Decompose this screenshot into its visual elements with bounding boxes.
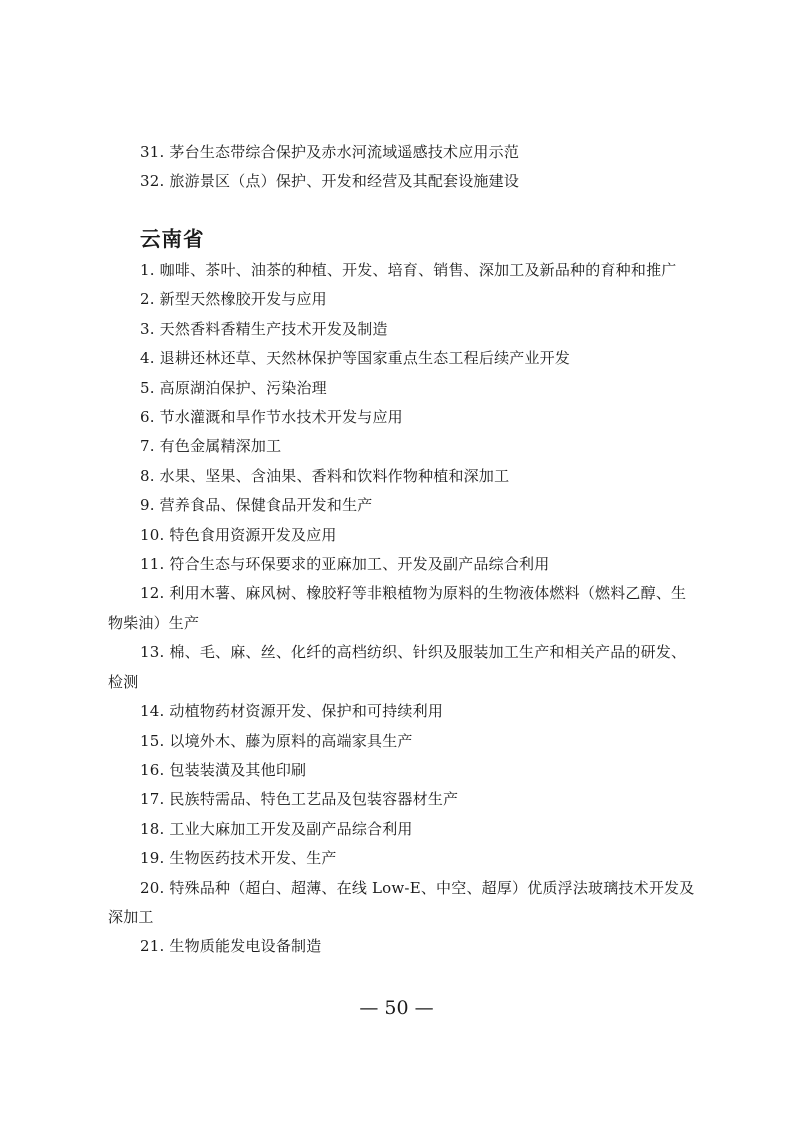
list-item: 2. 新型天然橡胶开发与应用 [140,290,327,309]
list-item: 15. 以境外木、藤为原料的高端家具生产 [140,731,413,750]
list-item: 3. 天然香料香精生产技术开发及制造 [140,319,388,338]
list-item: 1. 咖啡、茶叶、油茶的种植、开发、培育、销售、深加工及新品种的育种和推广 [140,261,677,279]
list-item: 9. 营养食品、保健食品开发和生产 [140,496,373,515]
list-item: 10. 特色食用资源开发及应用 [140,525,337,544]
list-item: 8. 水果、坚果、含油果、香料和饮料作物种植和深加工 [140,466,510,485]
list-item: 7. 有色金属精深加工 [140,437,282,456]
list-item: 19. 生物医药技术开发、生产 [140,849,337,868]
list-item: 21. 生物质能发电设备制造 [140,937,322,956]
list-item: 5. 高原湖泊保护、污染治理 [140,378,327,397]
list-item: 17. 民族特需品、特色工艺品及包装容器材生产 [140,790,459,809]
list-item: 14. 动植物药材资源开发、保护和可持续利用 [140,702,444,721]
list-item: 4. 退耕还林还草、天然林保护等国家重点生态工程后续产业开发 [140,349,571,368]
list-item: 11. 符合生态与环保要求的亚麻加工、开发及副产品综合利用 [140,555,550,574]
list-item: 20. 特殊品种（超白、超薄、在线 Low-E、中空、超厚）优质浮法玻璃技术开发及深加工 [108,878,695,926]
list-item: 13. 棉、毛、麻、丝、化纤的高档纺织、针织及服装加工生产和相关产品的研发、检测 [108,643,687,691]
list-item: 32. 旅游景区（点）保护、开发和经营及其配套设施建设 [140,172,520,191]
list-item: 12. 利用木薯、麻风树、橡胶籽等非粮植物为原料的生物液体燃料（燃料乙醇、生物柴油）生产 [108,584,687,632]
list-item: 31. 茅台生态带综合保护及赤水河流域遥感技术应用示范 [140,143,520,161]
section-heading: 云南省 [140,227,205,251]
list-item: 16. 包装装潢及其他印刷 [140,760,307,779]
list-item: 18. 工业大麻加工开发及副产品综合利用 [140,819,413,838]
list-item: 6. 节水灌溉和旱作节水技术开发与应用 [140,408,403,427]
continued-list [108,138,698,197]
page-number: — 50 — [359,997,434,1019]
yunnan-list [108,256,698,962]
